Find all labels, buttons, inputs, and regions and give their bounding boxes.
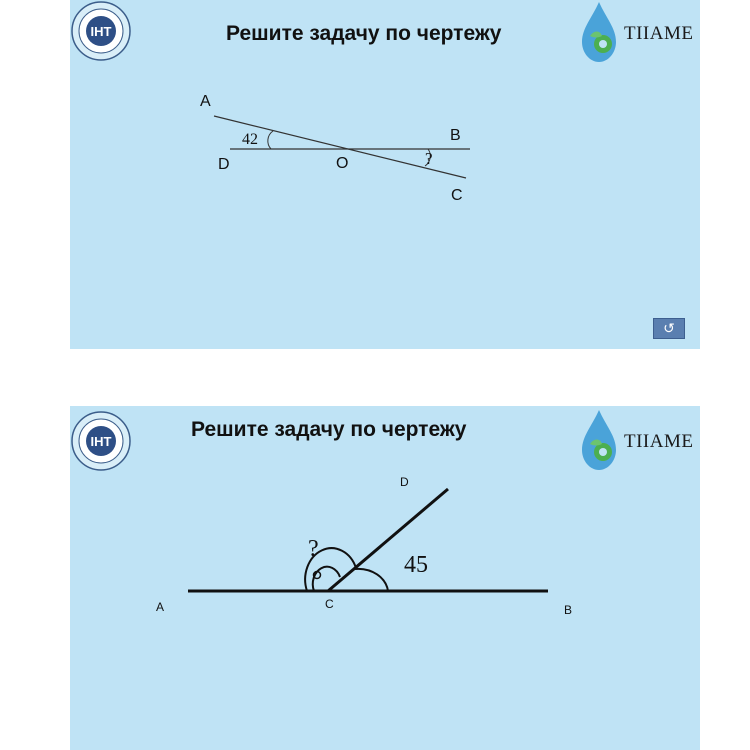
label-d: D [400, 475, 409, 489]
angle-arc-45 [355, 569, 388, 591]
label-b: B [450, 127, 461, 144]
label-c: C [325, 597, 334, 611]
return-arrow-icon: ↺ [663, 320, 675, 336]
logo-text: IHT [90, 24, 112, 39]
logo-text: IHT [90, 434, 112, 449]
label-a: A [200, 93, 211, 110]
brand-name: TIIAME [624, 23, 694, 44]
slide-2 [70, 406, 700, 750]
slide-1 [70, 0, 700, 349]
label-d: D [218, 156, 230, 173]
return-button[interactable] [653, 318, 685, 339]
label-c: C [451, 187, 463, 204]
brand-name: TIIAME [624, 431, 694, 452]
angle-unknown-2: ? [308, 536, 319, 562]
label-o: O [336, 155, 349, 172]
angle-value-42: 42 [242, 131, 258, 148]
angle-arc-42 [268, 131, 273, 149]
page-title: Решите задачу по чертежу [226, 22, 502, 45]
ray-cd [328, 489, 448, 591]
label-b: B [564, 603, 573, 617]
angle-diagram-2 [70, 406, 700, 750]
angle-diagram-1 [70, 0, 700, 349]
page-title: Решите задачу по чертежу [191, 418, 467, 441]
angle-unknown-1: ? [425, 149, 433, 168]
angle-value-45: 45 [404, 552, 428, 578]
label-a: A [156, 600, 165, 614]
